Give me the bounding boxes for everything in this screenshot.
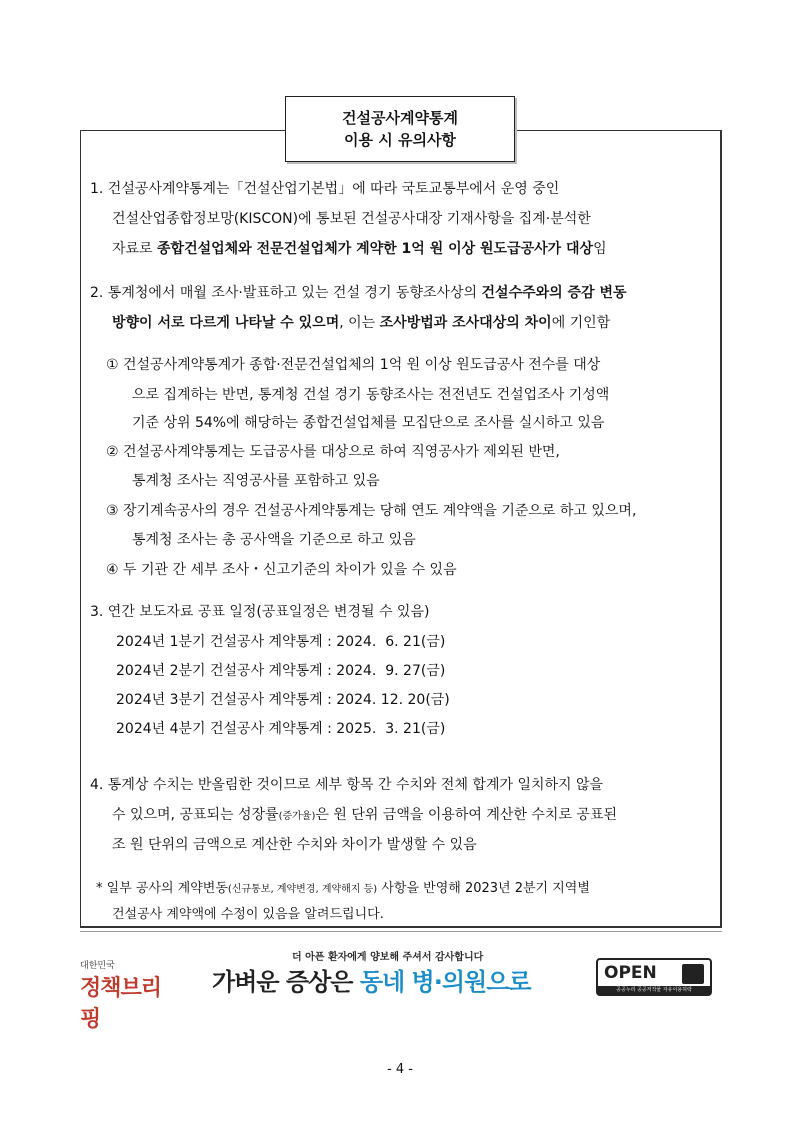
item4-line3: 조 원 단위의 금액으로 계산한 수치와 차이가 발생할 수 있음 xyxy=(112,837,477,853)
banner-slogan: 가벼운 증상은 동네 병·의원으로 xyxy=(212,968,531,996)
note-line1: * 일부 공사의 계약변동(신규통보, 계약변경, 계약해지 등) 사항을 반영해 2023년 2분기 지역별 xyxy=(96,881,590,896)
item1-line3: 자료로 종합건설업체와 전문건설업체가 계약한 1억 원 이상 원도급공사가 대상임 xyxy=(112,241,607,257)
item2-sub4-line1: ④ 두 기관 간 세부 조사・신고기준의 차이가 있을 수 있음 xyxy=(106,562,457,578)
schedule-row: 2024년 1분기 건설공사 계약통계 : 2024. 6. 21(금) xyxy=(116,634,446,650)
item2-sub3-line2: 통계청 조사는 총 공사액을 기준으로 하고 있음 xyxy=(132,532,416,548)
person-icon xyxy=(682,964,704,984)
title-box xyxy=(285,96,515,162)
item4-line1: 4. 통계상 수치는 반올림한 것이므로 세부 항목 간 수치와 전체 합계가 일치하지 않을 xyxy=(90,777,604,793)
page-number: - 4 - xyxy=(387,1062,413,1077)
note-line2: 건설공사 계약액에 수정이 있음을 알려드립니다. xyxy=(112,907,384,922)
schedule-row: 2024년 4분기 건설공사 계약통계 : 2025. 3. 21(금) xyxy=(116,721,446,737)
schedule-row: 2024년 3분기 건설공사 계약통계 : 2024. 12. 20(금) xyxy=(116,692,450,708)
campaign-banner xyxy=(212,948,582,1000)
item2-sub2-line1: ② 건설공사계약통계는 도급공사를 대상으로 하여 직영공사가 제외된 반면, xyxy=(106,444,560,460)
item2-sub1-line1: ① 건설공사계약통계가 종합·전문건설업체의 1억 원 이상 원도급공사 전수를 대상 xyxy=(106,357,601,373)
title-line-1: 건설공사계약통계 xyxy=(342,109,458,127)
title-line-2: 이용 시 유의사항 xyxy=(344,131,456,149)
item1-line2: 건설산업종합정보망(KISCON)에 통보된 건설공사대장 기재사항을 집계·분석한 xyxy=(112,211,591,227)
kogl-open-badge: OPEN 공공누리 공공저작물 자유이용허락 xyxy=(596,958,712,996)
policy-briefing-logo: 대한민국 정책브리핑 xyxy=(80,961,162,1032)
item2-sub3-line1: ③ 장기계속공사의 경우 건설공사계약통계는 당해 연도 계약액을 기준으로 하고 있으며, xyxy=(106,503,637,519)
item2-sub1-line3: 기준 상위 54%에 해당하는 종합건설업체를 모집단으로 조사를 실시하고 있음 xyxy=(132,415,605,431)
item2-sub2-line2: 통계청 조사는 직영공사를 포함하고 있음 xyxy=(132,473,380,489)
item2-sub1-line2: 으로 집계하는 반면, 통계청 건설 경기 동향조사는 전전년도 건설업조사 기성액 xyxy=(132,387,610,403)
item4-line2: 수 있으며, 공표되는 성장률(증가율)은 원 단위 금액을 이용하여 계산한 수치로 공표된 xyxy=(112,807,618,823)
item3-heading: 3. 연간 보도자료 공표 일정(공표일정은 변경될 수 있음) xyxy=(90,604,430,620)
footer-divider xyxy=(80,931,722,932)
item2-line1: 2. 통계청에서 매월 조사·발표하고 있는 건설 경기 동향조사상의 건설수주와의 증감 변동 xyxy=(90,285,627,301)
item2-line2: 방향이 서로 다르게 나타날 수 있으며, 이는 조사방법과 조사대상의 차이에 기인함 xyxy=(112,315,611,331)
banner-subtitle: 더 아픈 환자에게 양보해 주셔서 감사합니다 xyxy=(292,952,484,963)
schedule-row: 2024년 2분기 건설공사 계약통계 : 2024. 9. 27(금) xyxy=(116,663,446,679)
item1-line1: 1. 건설공사계약통계는「건설산업기본법」에 따라 국토교통부에서 운영 중인 xyxy=(90,181,560,197)
